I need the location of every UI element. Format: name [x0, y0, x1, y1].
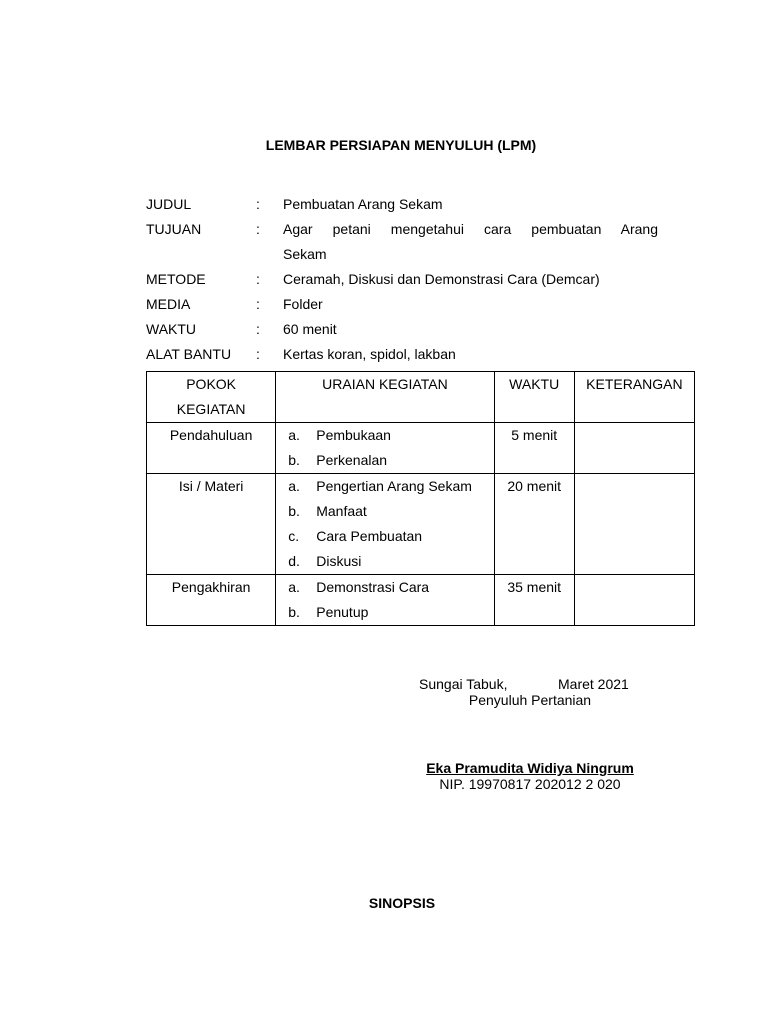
list-text: Demonstrasi Cara [316, 579, 430, 595]
meta-colon: : [256, 221, 260, 237]
meta-value: Pembuatan Arang Sekam [283, 196, 443, 212]
list-text: Pengertian Arang Sekam [316, 478, 472, 494]
meta-colon: : [256, 296, 260, 312]
meta-value: Ceramah, Diskusi dan Demonstrasi Cara (Demcar) [283, 271, 600, 287]
meta-colon: : [256, 346, 260, 362]
list-item [276, 423, 493, 448]
document-title: LEMBAR PERSIAPAN MENYULUH (LPM) [265, 137, 537, 153]
cell-waktu: 5 menit [494, 423, 574, 474]
meta-label: JUDUL [146, 196, 192, 212]
list-item [276, 524, 493, 549]
signer-nip: NIP. 19970817 202012 2 020 [439, 776, 621, 792]
activity-table [146, 371, 695, 626]
list-marker: b. [288, 452, 300, 468]
cell-uraian [276, 474, 494, 575]
meta-label: MEDIA [146, 296, 191, 312]
signer-name: Eka Pramudita Widiya Ningrum [426, 760, 634, 776]
signature-date: Maret 2021 [558, 676, 629, 692]
meta-value: Sekam [283, 246, 327, 262]
header-pokok-kegiatan: POKOK KEGIATAN [147, 372, 276, 423]
section-heading-sinopsis: SINOPSIS [368, 895, 436, 911]
cell-waktu: 20 menit [494, 474, 574, 575]
meta-label: TUJUAN [146, 221, 202, 237]
meta-value: Agar petani mengetahui cara pembuatan Arang [283, 221, 658, 237]
list-marker: b. [288, 604, 300, 620]
list-text: Penutup [316, 604, 369, 620]
meta-value: Folder [283, 296, 323, 312]
meta-value: 60 menit [283, 321, 337, 337]
cell-pokok: Pendahuluan [147, 423, 276, 474]
header-uraian-kegiatan: URAIAN KEGIATAN [276, 372, 494, 423]
meta-value: Kertas koran, spidol, lakban [283, 346, 456, 362]
table-row [147, 575, 695, 626]
header-waktu: WAKTU [494, 372, 574, 423]
list-marker: d. [288, 553, 300, 569]
list-item [276, 474, 493, 499]
list-text: Manfaat [316, 503, 367, 519]
list-item [276, 575, 493, 600]
signer-role: Penyuluh Pertanian [468, 692, 592, 708]
list-marker: c. [288, 528, 300, 544]
cell-keterangan [574, 423, 694, 474]
cell-waktu: 35 menit [494, 575, 574, 626]
cell-uraian [276, 575, 494, 626]
list-text: Perkenalan [316, 452, 388, 468]
list-text: Diskusi [316, 553, 362, 569]
meta-colon: : [256, 271, 260, 287]
list-text: Cara Pembuatan [316, 528, 423, 544]
list-marker: a. [288, 579, 300, 595]
table-row [147, 423, 695, 474]
cell-pokok: Isi / Materi [147, 474, 276, 575]
list-marker: b. [288, 503, 300, 519]
cell-keterangan [574, 575, 694, 626]
cell-pokok: Pengakhiran [147, 575, 276, 626]
list-item [276, 549, 493, 574]
signature-place: Sungai Tabuk, [419, 676, 508, 692]
table-row [147, 474, 695, 575]
meta-label: ALAT BANTU [146, 346, 232, 362]
list-marker: a. [288, 478, 300, 494]
meta-label: WAKTU [146, 321, 197, 337]
table-header-row [147, 372, 695, 423]
list-item [276, 448, 493, 473]
meta-colon: : [256, 196, 260, 212]
meta-colon: : [256, 321, 260, 337]
cell-uraian [276, 423, 494, 474]
list-text: Pembukaan [316, 427, 391, 443]
list-item [276, 499, 493, 524]
meta-label: METODE [146, 271, 206, 287]
cell-keterangan [574, 474, 694, 575]
list-marker: a. [288, 427, 300, 443]
header-keterangan: KETERANGAN [574, 372, 694, 423]
list-item [276, 600, 493, 625]
